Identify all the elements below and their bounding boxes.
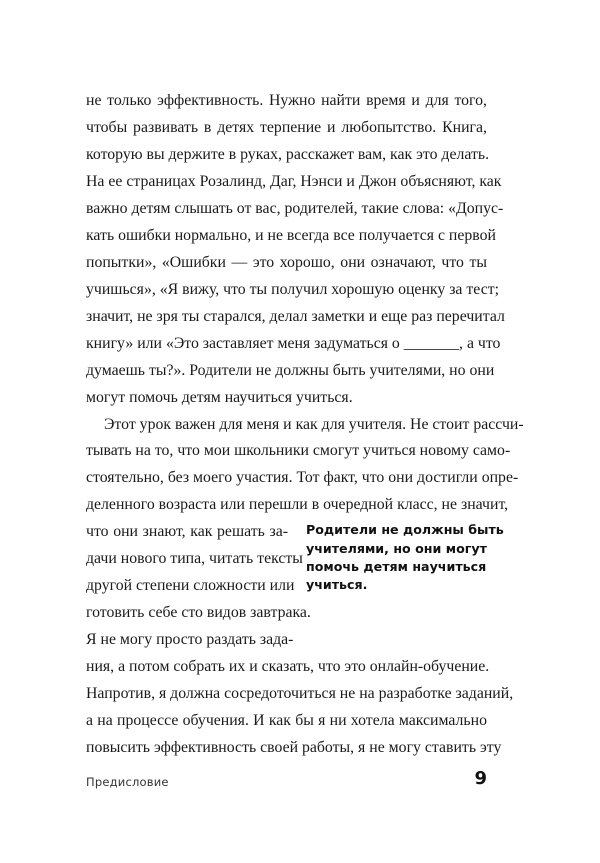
body-line: значит, не зря ты старался, делал заметки и еще раз перечитал [86, 307, 505, 325]
pull-quote-line: учиться. [306, 577, 368, 593]
body-line: стоятельно, без моего участия. Тот факт, что они достигли опре- [86, 469, 519, 487]
body-line: На ее страницах Розалинд, Даг, Нэнси и Джон объясняют, как [86, 172, 502, 190]
pull-quote [306, 521, 504, 594]
body-line: Напротив, я должна сосредоточиться не на разработке заданий, [86, 685, 514, 703]
body-line: ния, а потом собрать их и сказать, что это онлайн-обучение. [86, 658, 490, 676]
body-line: чтобы развивать в детях терпение и любопытство. Книга, [86, 118, 487, 136]
pull-quote-line: Родители не должны быть [306, 522, 504, 538]
body-line: учишься», «Я вижу, что ты получил хорошую оценку за тест; [86, 280, 500, 298]
body-line: Я не могу просто раздать зада- [86, 631, 294, 649]
body-line: что они знают, как решать за- [86, 523, 288, 541]
section-label: Предисловие [86, 775, 169, 789]
body-line: важно детям слышать от вас, родителей, такие слова: «Допус- [86, 199, 504, 217]
body-line: дачи нового типа, читать тексты [86, 550, 303, 568]
body-line: книгу» или «Это заставляет меня задуматься о _______, а что [86, 334, 501, 352]
body-line: готовить себе сто видов завтрака. [86, 604, 311, 622]
body-line: а на процессе обучения. И как бы я ни хотела максимально [86, 712, 487, 730]
body-line: повысить эффективность своей работы, я не могу ставить эту [86, 739, 502, 757]
body-line: могут помочь детям научиться учиться. [86, 388, 353, 406]
body-line: которую вы держите в руках, расскажет вам, как это делать. [86, 145, 490, 163]
body-line: тывать на то, что мои школьники смогут учиться новому само- [86, 442, 511, 460]
body-line: кать ошибки нормально, и не всегда все получается с первой [86, 226, 496, 244]
body-line: другой степени сложности или [86, 577, 295, 595]
page-number: 9 [474, 768, 487, 789]
body-line: думаешь ты?». Родители не должны быть учителями, но они [86, 361, 495, 379]
body-line: не только эффективность. Нужно найти время и для того, [86, 92, 487, 109]
pull-quote-line: помочь детям научиться [306, 559, 487, 575]
pull-quote-line: учителями, но они могут [306, 540, 487, 556]
body-line: деленного возраста или перешли в очередной класс, не значит, [86, 496, 509, 514]
body-line: Этот урок важен для меня и как для учителя. Не стоит рассчи- [104, 415, 524, 433]
body-line: попытки», «Ошибки — это хорошо, они означают, что ты [86, 253, 487, 271]
